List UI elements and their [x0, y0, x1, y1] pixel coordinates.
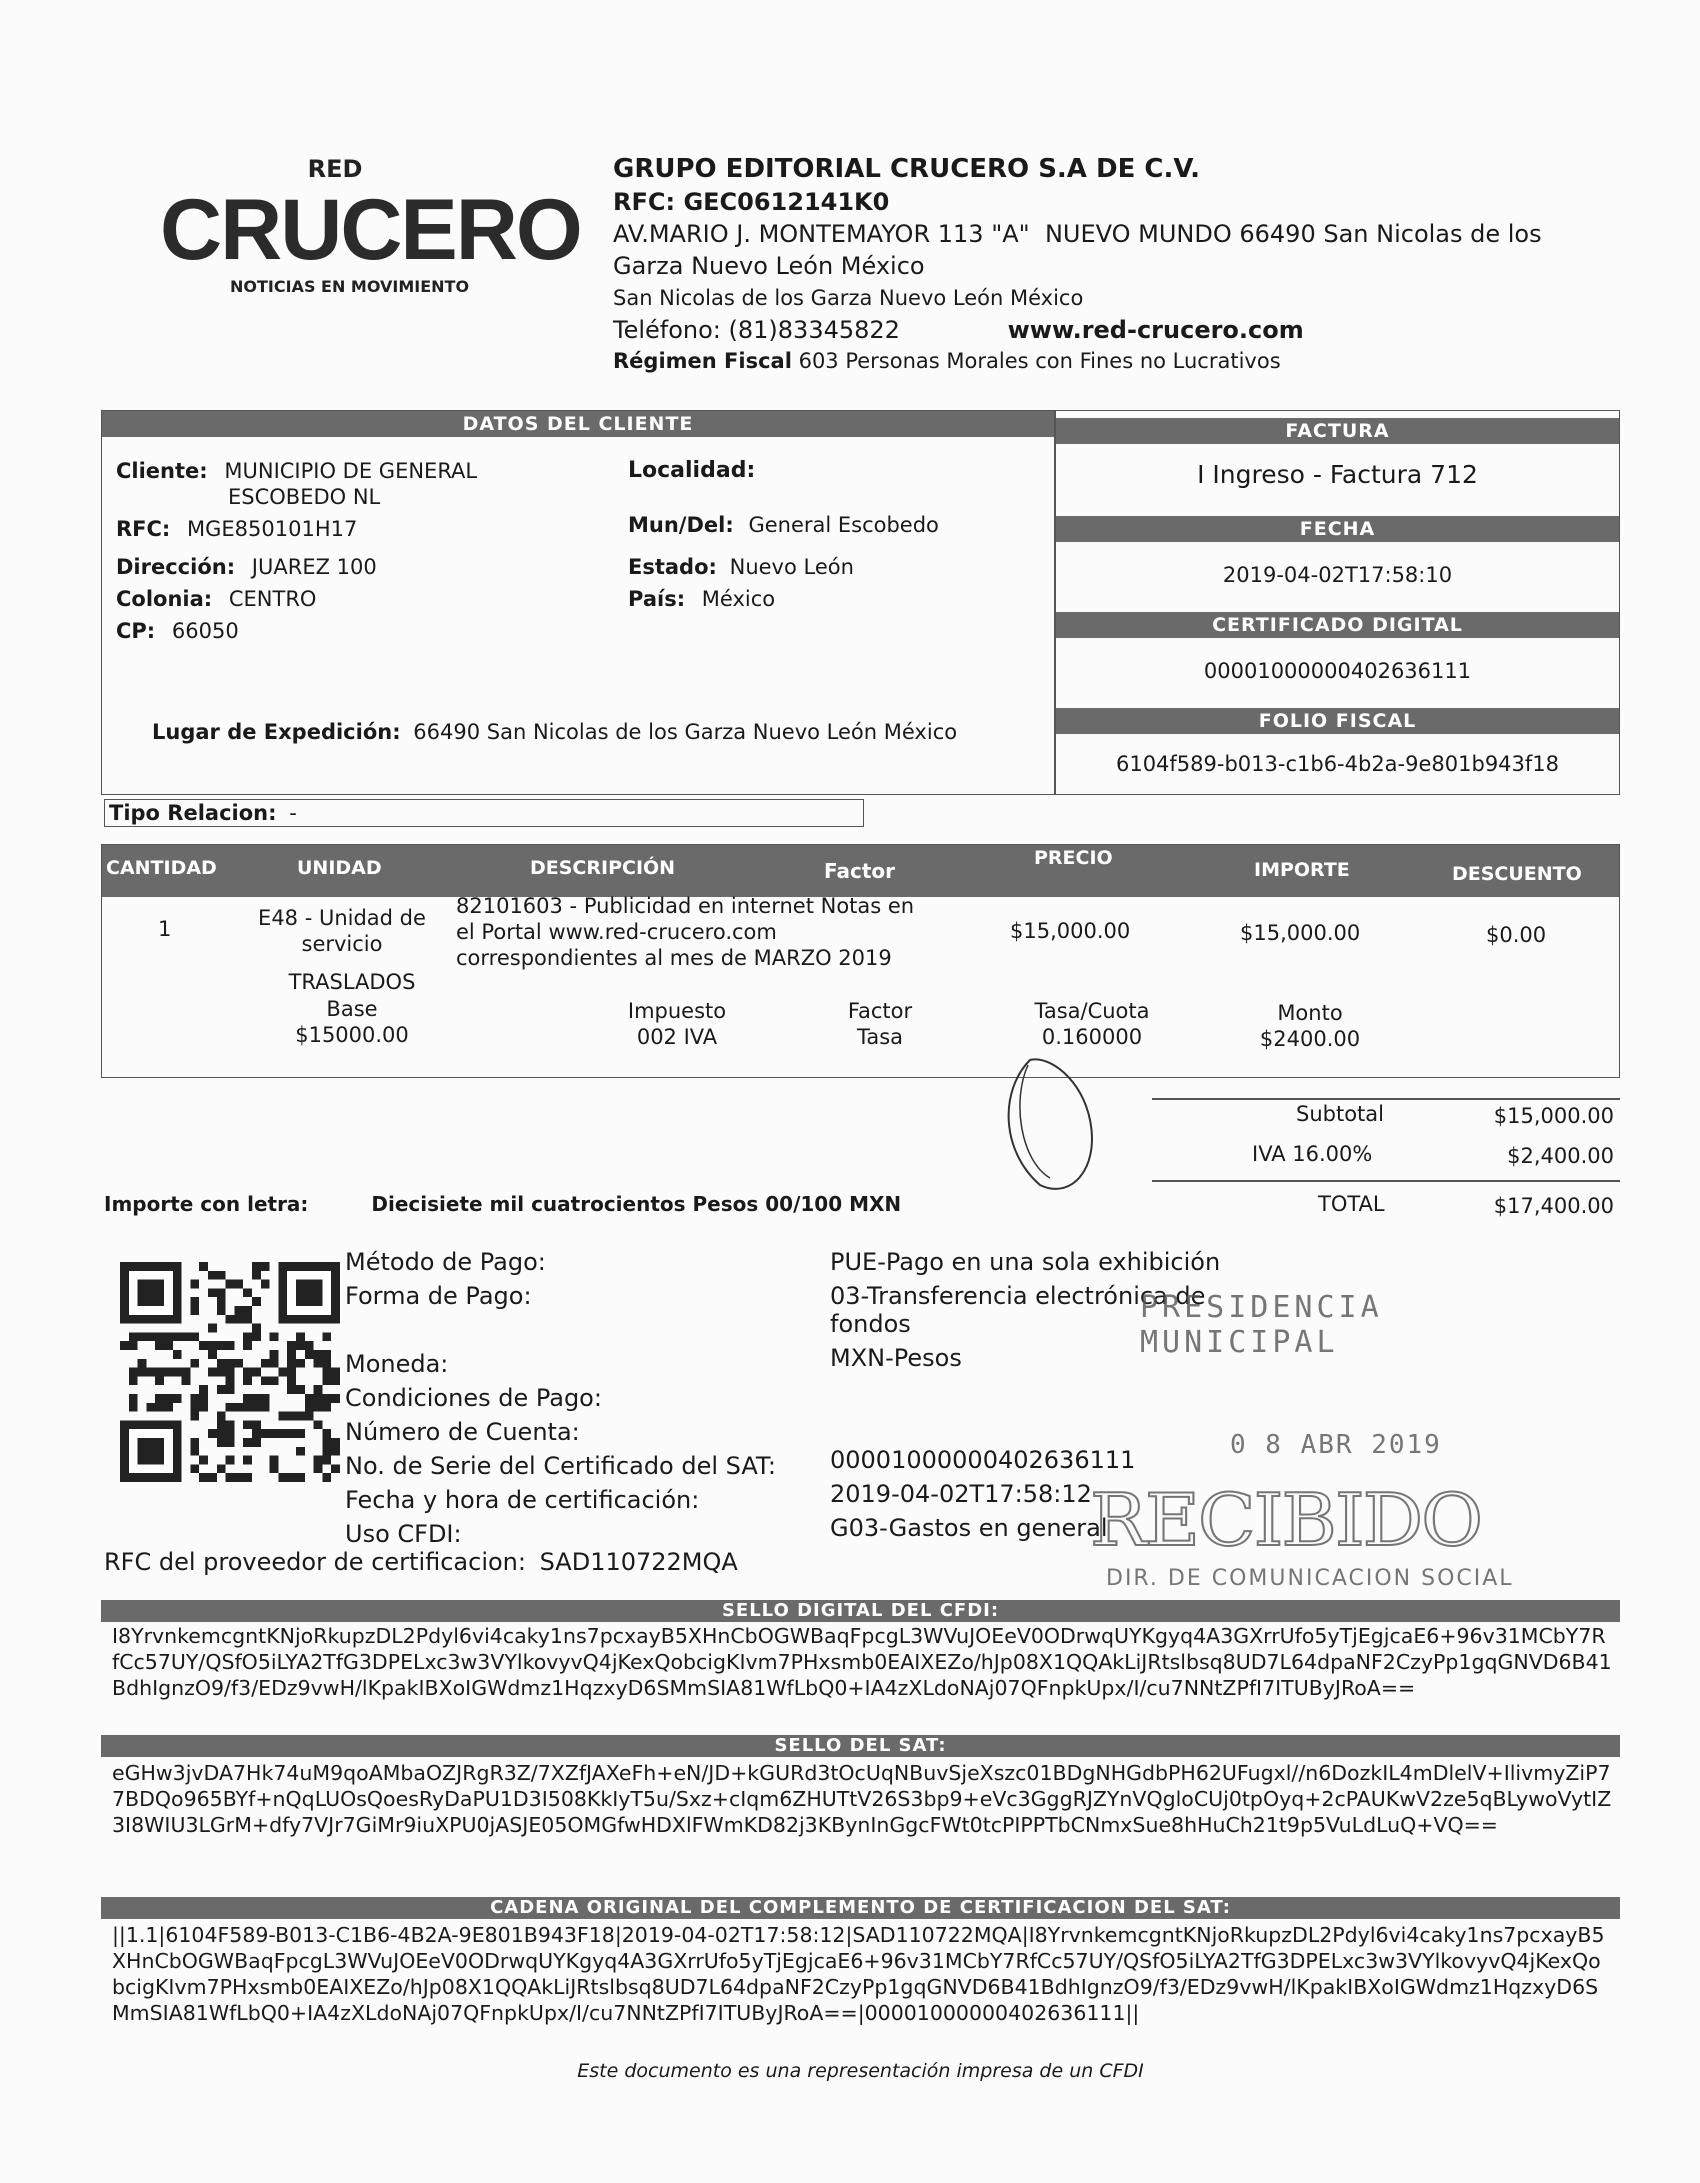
- stamp-line-2: DIR. DE COMUNICACION SOCIAL: [1106, 1566, 1514, 1591]
- moneda-label: Moneda:: [345, 1350, 449, 1378]
- footer-note: Este documento es una representación impresa de un CFDI: [577, 2060, 1144, 2082]
- metodo-value: PUE-Pago en una sola exhibición: [830, 1248, 1221, 1276]
- tipo-relacion-value: -: [289, 801, 297, 825]
- payment-labels: [345, 1245, 776, 1551]
- issuer-address-2: Garza Nuevo León México: [613, 252, 925, 280]
- cert-value: 00001000000402636111: [1203, 659, 1472, 683]
- forma-label: Forma de Pago:: [345, 1282, 532, 1310]
- traslados-factor: [810, 998, 950, 1050]
- tipo-relacion-label: Tipo Relacion:: [109, 801, 277, 825]
- pais-value: México: [701, 587, 776, 611]
- table-row: [102, 894, 1619, 1077]
- cp-value: 66050: [171, 619, 239, 643]
- item-precio: $15,000.00: [1010, 919, 1131, 943]
- colonia-value: CENTRO: [228, 587, 317, 611]
- sello-cfdi-value: I8YrvnkemcgntKNjoRkupzDL2Pdyl6vi4caky1ns7pcxayB5XHnCbOGWBaqFpcgL3WVuJOEeV0ODrwqUYKgyq4A3GXrrUfo5yTjEgjcaE6+96v31MCbY7RfCc57UY/QSfO5iLYA2TfG3DPELxc3w3VYlkovyvQ4jKexQobcigKIvm7PHxsmb0EAIXEZo/hJp08X1QQAkLiJRtslbsq8UD7L64dpaNF2CzyPp1gqGNVD6B41BdhIgnzO9/f3/EDz9vwH/lKpakIBXoIGWdmz1HqzxyD6SMmSIA81WfLbQ0+IA4zXLdoNAj07QFnpkUpx/I/cu7NNtZPfI7ITUByJRoA==: [112, 1624, 1612, 1700]
- serie-label: No. de Serie del Certificado del SAT:: [345, 1452, 777, 1480]
- issuer-address-1: AV.MARIO J. MONTEMAYOR 113 "A" NUEVO MUNDO 66490 San Nicolas de los: [613, 220, 1542, 248]
- logo-main-text: CRUCERO: [160, 182, 581, 278]
- traslados-base: [252, 996, 452, 1048]
- lugar-label: Lugar de Expedición:: [152, 720, 401, 744]
- direccion-value: JUAREZ 100: [251, 555, 377, 579]
- pais-label: País:: [628, 587, 686, 611]
- factura-header-bar: FACTURA: [1056, 418, 1619, 444]
- iva-label: IVA 16.00%: [1252, 1142, 1373, 1166]
- lugar-expedicion: [152, 720, 957, 744]
- col-descripcion: DESCRIPCIÓN: [530, 857, 676, 879]
- condiciones-label: Condiciones de Pago:: [345, 1384, 602, 1412]
- item-cantidad: 1: [158, 917, 172, 941]
- item-desc-line3: correspondientes al mes de MARZO 2019: [456, 946, 892, 970]
- issuer-rfc: RFC: GEC0612141K0: [613, 188, 890, 216]
- estado-value: Nuevo León: [729, 555, 854, 579]
- client-header-bar: DATOS DEL CLIENTE: [102, 411, 1054, 437]
- forma-value-1: 03-Transferencia electrónica de: [830, 1282, 1206, 1310]
- issuer-phone: Teléfono: (81)83345822: [613, 316, 900, 344]
- sello-sat-value: eGHw3jvDA7Hk74uM9qoAMbaOZJRgR3Z/7XZfJAXeFh+eN/JD+kGURd3tOcUqNBuvSjeXszc01BDgNHGdbPH62UFugxl//n6DozkIL4mDlelV+IlivmyZiP77BDQo965BYf+nQqLUOsQoesRyDaPU1D3I508KkIyT5u/Sxz+cIqm6ZHUTtV26S3bp9+eVc3GggRJZYnVQgloCUj0tpOyq+2cPAUKwV2ze5qBLywoVytIZ3I8WIU3LGrM+dfy7VJr7GiMr9iuXPU0jASJE05OMGfwHDXlFWmKD82j3KBynInGgcFWt0tcPIPPTbCNmxSue8hHuCh21t9p5VuLdLuQ+VQ==: [112, 1761, 1612, 1837]
- tasa-value: 0.160000: [1041, 1025, 1143, 1049]
- cliente-value-1: MUNICIPIO DE GENERAL: [224, 459, 478, 483]
- col-factor: Factor: [824, 859, 896, 883]
- forma-value-2: fondos: [830, 1310, 911, 1338]
- traslados-monto: [1220, 1000, 1400, 1052]
- mun-value: General Escobedo: [748, 513, 939, 537]
- rfc-prov-value: SAD110722MQA: [539, 1548, 738, 1576]
- subtotal-value: $15,000.00: [1493, 1104, 1614, 1128]
- iva-value: $2,400.00: [1507, 1144, 1614, 1168]
- stamp-line-1: PRESIDENCIA MUNICIPAL: [1140, 1290, 1383, 1360]
- item-unidad-line2: servicio: [301, 932, 383, 956]
- issuer-name: GRUPO EDITORIAL CRUCERO S.A DE C.V.: [613, 154, 1200, 184]
- cuenta-label: Número de Cuenta:: [345, 1418, 580, 1446]
- base-value: $15000.00: [295, 1023, 409, 1047]
- sello-cfdi-header: SELLO DIGITAL DEL CFDI:: [101, 1600, 1620, 1622]
- signature-mark: [990, 1050, 1120, 1200]
- col-cantidad: CANTIDAD: [106, 857, 217, 879]
- total-value: $17,400.00: [1493, 1194, 1614, 1218]
- client-fields-right: [628, 455, 939, 615]
- item-descuento: $0.00: [1486, 923, 1547, 947]
- traslados-tasa: [1002, 998, 1182, 1050]
- cadena-header: CADENA ORIGINAL DEL COMPLEMENTO DE CERTIFICACION DEL SAT:: [101, 1897, 1620, 1919]
- fecha-header-bar: FECHA: [1056, 516, 1619, 542]
- stamp-date: 0 8 ABR 2019: [1230, 1430, 1442, 1460]
- company-logo: [160, 155, 581, 315]
- regime-label: Régimen Fiscal: [613, 349, 792, 373]
- logo-tagline: NOTICIAS EN MOVIMIENTO: [230, 277, 470, 296]
- colonia-label: Colonia:: [116, 587, 213, 611]
- factor-value: Tasa: [856, 1025, 904, 1049]
- subtotal-label: Subtotal: [1296, 1102, 1384, 1126]
- direccion-label: Dirección:: [116, 555, 236, 579]
- uso-label: Uso CFDI:: [345, 1520, 462, 1548]
- estado-label: Estado:: [628, 555, 717, 579]
- factura-value: I Ingreso - Factura 712: [1197, 460, 1478, 489]
- traslados-title: TRASLADOS: [288, 970, 416, 994]
- mun-label: Mun/Del:: [628, 513, 734, 537]
- fecha-cert-label: Fecha y hora de certificación:: [345, 1486, 700, 1514]
- metodo-label: Método de Pago:: [345, 1248, 546, 1276]
- col-importe: IMPORTE: [1254, 859, 1350, 881]
- issuer-address-3: San Nicolas de los Garza Nuevo León México: [613, 286, 1084, 310]
- logo-top-text: RED: [307, 155, 363, 183]
- cp-label: CP:: [116, 619, 156, 643]
- fecha-value: 2019-04-02T17:58:10: [1222, 563, 1453, 587]
- cliente-label: Cliente:: [116, 459, 208, 483]
- impuesto-value: 002 IVA: [636, 1025, 718, 1049]
- item-desc-line1: 82101603 - Publicidad en internet Notas en: [456, 894, 915, 918]
- importe-letra-label: Importe con letra:: [104, 1192, 309, 1216]
- total-label: TOTAL: [1318, 1192, 1385, 1216]
- col-unidad: UNIDAD: [297, 857, 382, 879]
- importe-letra-value: Diecisiete mil cuatrocientos Pesos 00/100 MXN: [371, 1192, 902, 1216]
- rfc-proveedor: [104, 1548, 738, 1576]
- folio-header-bar: FOLIO FISCAL: [1056, 708, 1619, 734]
- item-desc-line2: el Portal www.red-crucero.com: [456, 920, 777, 944]
- fecha-cert-value: 2019-04-02T17:58:12: [830, 1480, 1092, 1508]
- items-header-row: [102, 845, 1619, 897]
- issuer-website[interactable]: www.red-crucero.com: [1007, 316, 1304, 344]
- lugar-value: 66490 San Nicolas de los Garza Nuevo León México: [413, 720, 958, 744]
- impuesto-label: Impuesto: [627, 999, 727, 1023]
- monto-label: Monto: [1277, 1001, 1343, 1025]
- serie-value: 00001000000402636111: [830, 1446, 1136, 1474]
- col-precio: PRECIO: [1034, 847, 1113, 869]
- folio-value: 6104f589-b013-c1b6-4b2a-9e801b943f18: [1115, 752, 1560, 776]
- rfc-label: RFC:: [116, 517, 171, 541]
- base-label: Base: [326, 997, 378, 1021]
- cadena-value: ||1.1|6104F589-B013-C1B6-4B2A-9E801B943F18|2019-04-02T17:58:12|SAD110722MQA|I8YrvnkemcgntKNjoRkupzDL2Pdyl6vi4caky1ns7pcxayB5XHnCbOGWBaqFpcgL3WVuJOEeV0ODrwqUYKgyq4A3GXrrUfo5yTjEgjcaE6+96v31MCbY7RfCc57UY/QSfO5iLYA2TfG3DPELxc3w3VYlkovyvQ4jKexQobcigKIvm7PHxsmb0EAIXEZo/hJp08X1QQAkLiJRtslbsq8UD7L64dpaNF2CzyPp1gqGNVD6B41BdhIgnzO9/f3/EDz9vwH/lKpakIBXoIGWdmz1HqzxyD6SMmSIA81WfLbQ0+IA4zXLdoNAj07QFnpkUpx/I/cu7NNtZPfI7ITUByJRoA==|00001000000402636111||: [112, 1923, 1605, 2025]
- uso-value: G03-Gastos en general: [830, 1514, 1108, 1542]
- cert-header-bar: CERTIFICADO DIGITAL: [1056, 612, 1619, 638]
- qr-code-icon: [120, 1262, 340, 1482]
- item-importe: $15,000.00: [1240, 921, 1361, 945]
- regime-value: 603 Personas Morales con Fines no Lucrativos: [798, 349, 1281, 373]
- moneda-value: MXN-Pesos: [830, 1344, 962, 1372]
- totals-rule-2: [1152, 1180, 1620, 1182]
- traslados-impuesto: [577, 998, 777, 1050]
- rfc-prov-label: RFC del proveedor de certificacion:: [104, 1548, 526, 1576]
- issuer-info: [613, 152, 1673, 376]
- importe-letra: [104, 1192, 901, 1216]
- item-unidad: [242, 905, 442, 957]
- cliente-value-2: ESCOBEDO NL: [228, 485, 381, 509]
- client-fields-left: [116, 455, 477, 647]
- col-descuento: DESCUENTO: [1452, 863, 1582, 885]
- tasa-label: Tasa/Cuota: [1034, 999, 1150, 1023]
- localidad-label: Localidad:: [628, 458, 756, 483]
- item-unidad-line1: E48 - Unidad de: [258, 906, 426, 930]
- sello-sat-header: SELLO DEL SAT:: [101, 1735, 1620, 1757]
- item-descripcion: [456, 893, 1076, 971]
- received-stamp: [1080, 1290, 1600, 1600]
- totals-rule-1: [1152, 1098, 1620, 1100]
- monto-value: $2400.00: [1259, 1027, 1361, 1051]
- factor-label: Factor: [847, 999, 913, 1023]
- tipo-relacion: [104, 799, 864, 827]
- rfc-value: MGE850101H17: [187, 517, 358, 541]
- stamp-word: RECIBIDO: [1090, 1478, 1482, 1562]
